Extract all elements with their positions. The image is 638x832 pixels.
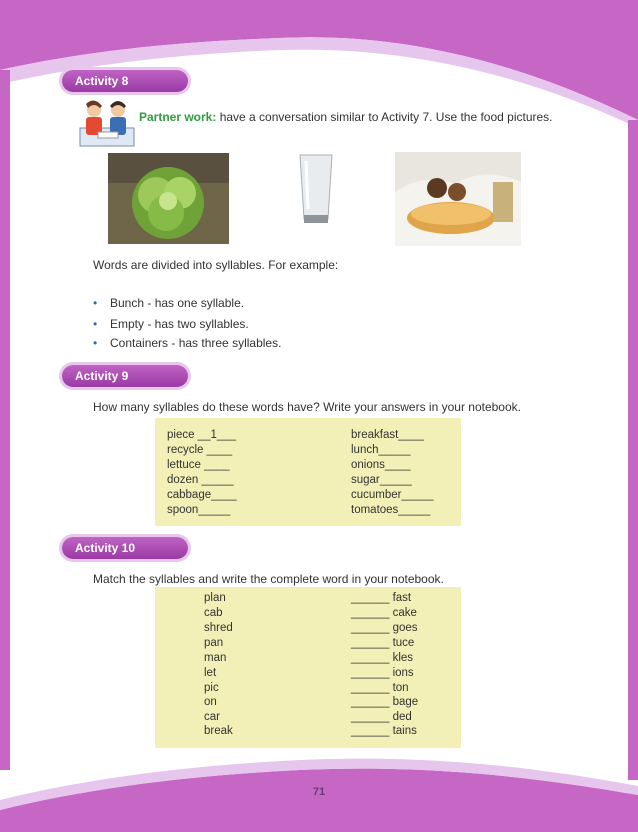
partner-work-bold: Partner work: bbox=[139, 110, 217, 124]
syllable-left: on bbox=[204, 696, 217, 708]
word-left: piece __1___ bbox=[167, 429, 237, 441]
bullet-icon: • bbox=[93, 336, 98, 350]
syllable-left: plan bbox=[204, 592, 226, 604]
word-left: dozen _____ bbox=[167, 474, 234, 486]
syllable-right: ______ tains bbox=[351, 725, 417, 737]
example-bunch: Bunch - has one syllable. bbox=[110, 296, 245, 310]
activity-8-label: Activity 8 bbox=[62, 70, 188, 92]
bullet-icon: • bbox=[93, 317, 98, 331]
syllable-right: ______ goes bbox=[351, 622, 418, 634]
syllable-right: ______ ded bbox=[351, 711, 412, 723]
syllable-right: ______ fast bbox=[351, 592, 412, 604]
lettuce-image bbox=[108, 153, 229, 244]
example-containers: Containers - has three syllables. bbox=[110, 336, 282, 350]
example-empty: Empty - has two syllables. bbox=[110, 317, 249, 331]
word-right: cucumber_____ bbox=[351, 489, 434, 501]
syllable-left: cab bbox=[204, 607, 223, 619]
activity-10-instruction: Match the syllables and write the complete word in your notebook. bbox=[93, 572, 444, 586]
bread-basket-image bbox=[395, 152, 521, 246]
syllable-left: break bbox=[204, 725, 233, 737]
syllable-right: ______ tuce bbox=[351, 637, 415, 649]
bullet-icon: • bbox=[93, 296, 98, 310]
syllable-left: pan bbox=[204, 637, 224, 649]
word-right: lunch_____ bbox=[351, 444, 411, 456]
syllable-left: let bbox=[204, 667, 217, 679]
syllable-right: ______ bage bbox=[351, 696, 419, 708]
activity-9-label: Activity 9 bbox=[62, 365, 188, 387]
word-right: breakfast____ bbox=[351, 429, 424, 441]
syllable-left: pic bbox=[204, 682, 219, 694]
word-left: cabbage____ bbox=[167, 489, 237, 501]
activity-10-label: Activity 10 bbox=[62, 537, 188, 559]
syllable-left: shred bbox=[204, 622, 233, 634]
partner-work-instruction bbox=[139, 110, 553, 124]
syllable-right: ______ kles bbox=[351, 652, 414, 664]
word-right: tomatoes_____ bbox=[351, 504, 431, 516]
word-left: lettuce ____ bbox=[167, 459, 230, 471]
syllable-right: ______ cake bbox=[351, 607, 417, 619]
word-left: recycle ____ bbox=[167, 444, 233, 456]
word-right: onions____ bbox=[351, 459, 411, 471]
syllables-intro: Words are divided into syllables. For example: bbox=[93, 258, 339, 272]
syllable-right: ______ ton bbox=[351, 682, 409, 694]
partner-work-text: have a conversation similar to Activity 7. Use the food pictures. bbox=[216, 110, 553, 124]
syllable-left: car bbox=[204, 711, 220, 723]
page-number: 71 bbox=[312, 786, 326, 798]
glass-image bbox=[296, 153, 336, 227]
syllable-right: ______ ions bbox=[351, 667, 414, 679]
activity-9-question: How many syllables do these words have? Write your answers in your notebook. bbox=[93, 400, 521, 414]
word-left: spoon_____ bbox=[167, 504, 231, 516]
syllable-left: man bbox=[204, 652, 227, 664]
partner-work-icon bbox=[76, 98, 138, 150]
word-right: sugar_____ bbox=[351, 474, 412, 486]
